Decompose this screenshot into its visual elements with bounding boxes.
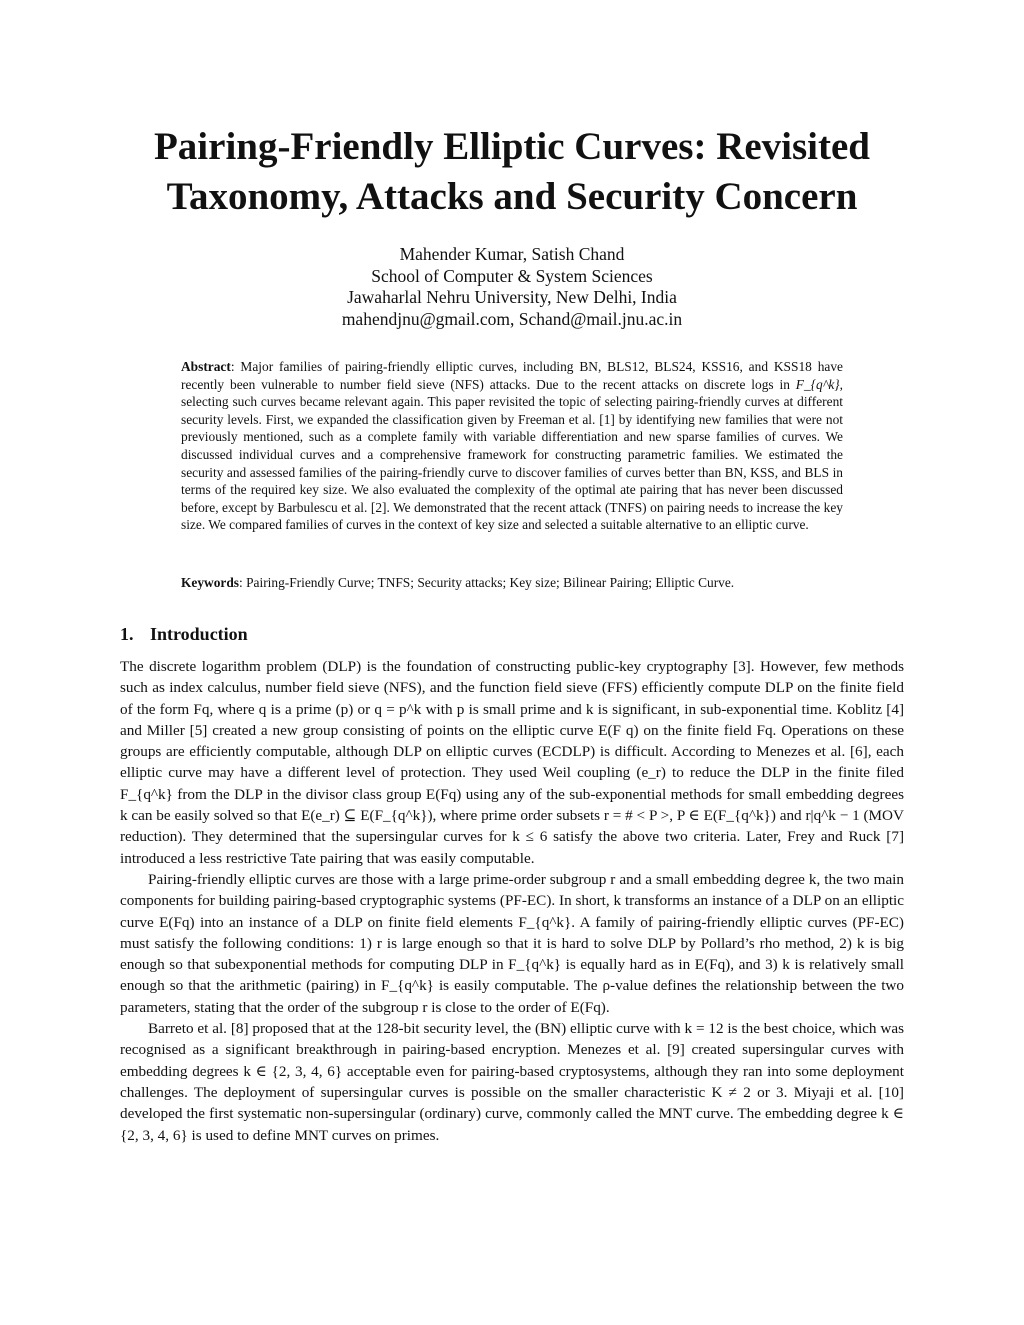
section-number: 1. [120,624,134,644]
author-block [100,244,924,330]
title-line-1: Pairing-Friendly Elliptic Curves: Revisited [153,125,870,168]
abstract [181,358,843,534]
abstract-label: Abstract [181,359,231,374]
paragraph-2: Pairing-friendly elliptic curves are those with a large prime-order subgroup r and a small embedding degree k, the two main components for building pairing-based cryptographic systems (PF-EC). In short, k transforms an instance of a DLP on an elliptic curve E(Fq) into an instance of a DLP on finite field elements F_{q^k}. A family of pairing-friendly elliptic curves (PF-EC) must satisfy the following conditions: 1) r is large enough so that it is hard to solve DLP by Pollard’s rho method, 2) k is big enough so that subexponential methods for computing DLP in F_{q^k} is equally hard as in E(Fq), and 3) k is relatively small enough so that the arithmetic (pairing) in F_{q^k} is easily computable. The ρ-value defines the relationship between the two parameters, stating that the order of the subgroup r is close to the order of E(Fq). [120,870,904,1016]
paragraph-3: Barreto et al. [8] proposed that at the 128-bit security level, the (BN) elliptic curve with k = 12 is the best choice, which was recognised as a significant breakthrough in pairing-based encryption. Menezes et al. [9] created supersingular curves with embedding degrees k ∈ {2, 3, 4, 6} acceptable even for pairing-based cryptosystems, although they ran into some deployment challenges. The deployment of supersingular curves is possible on the smaller characteristic K ≠ 2 or 3. Miyaji et al. [10] developed the first systematic non-supersingular (ordinary) curve, commonly called the MNT curve. The embedding degree k ∈ {2, 3, 4, 6} is used to define MNT curves on primes. [120,1020,904,1144]
section-heading-introduction [120,622,248,646]
section-title: Introduction [150,624,248,644]
abstract-text-2: , selecting such curves became relevant again. This paper revisited the topic of selecting pairing-friendly curves at different security levels. First, we expanded the classification given by Freeman et al. [1] by identifying new families that were not previously mentioned, such as a complete family with variable differentiation and new sparse families of curves. We discussed individual curves and a comprehensive framework for constructing parametric families. We estimated the security and assessed families of the pairing-friendly curve to discover families of curves better than BN, KSS, and BLS in terms of the required key size. We also evaluated the complexity of the optimal ate pairing that has never been discussed before, except by Barbulescu et al. [2]. We demonstrated that the recent attack (TNFS) on pairing needs to increase the key size. We compared families of curves in the context of key size and selected a suitable alternative to an elliptic curve. [181,376,843,533]
title-line-2: Taxonomy, Attacks and Security Concern [166,175,858,218]
abstract-math-fqk: F_{q^k} [795,376,840,392]
keywords [181,574,843,591]
author-names: Mahender Kumar, Satish Chand [399,244,625,264]
keywords-text: : Pairing-Friendly Curve; TNFS; Security attacks; Key size; Bilinear Pairing; Elliptic Curve. [239,575,735,590]
keywords-label: Keywords [181,575,240,590]
author-department: School of Computer & System Sciences [371,265,653,286]
author-institution: Jawaharlal Nehru University, New Delhi, India [347,287,677,307]
author-emails: mahendjnu@gmail.com, Schand@mail.jnu.ac.in [341,308,683,329]
paper-title [60,122,964,222]
paragraph-1: The discrete logarithm problem (DLP) is the foundation of constructing public-key cryptography [3]. However, few methods such as index calculus, number field sieve (NFS), and the function field sieve (FFS) efficiently compute DLP on the finite field of the form Fq, where q is a prime (p) or q = p^k with p is small prime and k is significant, in sub-exponential time. Koblitz [4] and Miller [5] created a new group consisting of points on the elliptic curve E(F q) on the finite field Fq. Operations on these groups are efficiently computable, although DLP on elliptic curves (ECDLP) is difficult. According to Menezes et al. [6], each elliptic curve may have a different level of protection. They used Weil coupling (e_r) to reduce the DLP in the finite filed F_{q^k} from the DLP in the divisor class group E(Fq) using any of the sub-exponential methods for small embedding degrees k can be easily solved so that E(e_r) ⊆ E(F_{q^k}), where prime order subsets r = # < P >, P ∈ E(F_{q^k}) and r|q^k − 1 (MOV reduction). They determined that the supersingular curves for k ≤ 6 satisfy the above two criteria. Later, Frey and Ruck [7] introduced a less restrictive Tate pairing that was easily computable. [120,658,904,867]
introduction-body [120,656,904,1146]
abstract-text-1: : Major families of pairing-friendly elliptic curves, including BN, BLS12, BLS24, KSS16, and KSS18 have recently been vulnerable to number field sieve (NFS) attacks. Due to the recent attacks on discrete logs in [181,359,843,392]
